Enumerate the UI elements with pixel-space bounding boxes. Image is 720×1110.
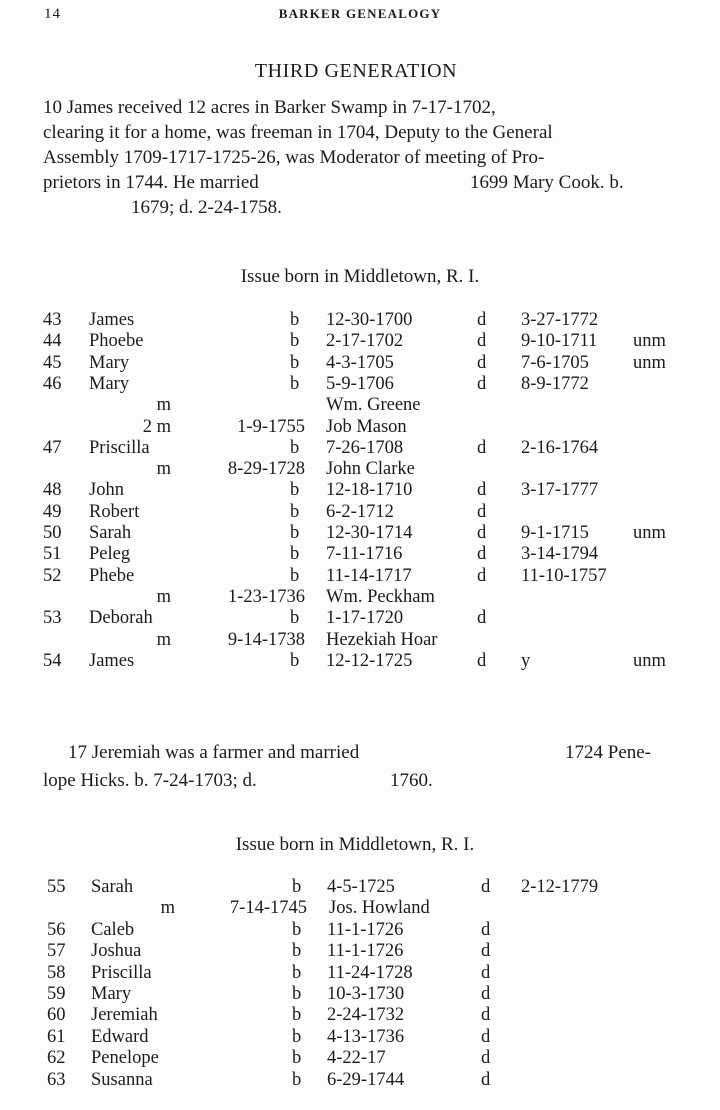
entry-number: 56 xyxy=(47,919,66,940)
born-label: b xyxy=(290,480,300,501)
born-label: b xyxy=(290,608,300,629)
entry-number: 63 xyxy=(47,1069,66,1090)
spouse-name: Wm. Peckham xyxy=(326,586,435,607)
birth-date: 12-12-1725 xyxy=(326,650,413,671)
death-date: 2-12-1779 xyxy=(521,877,599,897)
born-label: b xyxy=(292,962,302,983)
marriage-date: 8-29-1728 xyxy=(227,459,305,480)
child-row xyxy=(0,651,720,672)
birth-date: 7-11-1716 xyxy=(326,544,403,565)
born-label: b xyxy=(290,523,300,543)
born-label: b xyxy=(292,1069,302,1090)
born-label: b xyxy=(292,1026,302,1047)
entry-17-line-2a: lope Hicks. b. 7-24-1703; d. xyxy=(43,770,257,791)
born-label: b xyxy=(290,544,300,565)
entry-number: 53 xyxy=(43,608,62,629)
birth-date: 4-22-17 xyxy=(327,1048,386,1069)
child-row xyxy=(0,1048,720,1069)
entry-10-line-4a: prietors in 1744. He married xyxy=(43,172,259,193)
child-row xyxy=(0,544,720,565)
birth-date: 6-29-1744 xyxy=(327,1069,405,1090)
died-label: d xyxy=(481,1069,491,1090)
spouse-name: Wm. Greene xyxy=(326,395,421,416)
entry-10-line-5: 1679; d. 2-24-1758. xyxy=(131,197,282,218)
marriage-label: m xyxy=(160,898,175,919)
birth-date: 4-3-1705 xyxy=(326,352,394,373)
born-label: b xyxy=(290,501,300,522)
marriage-label: 2 m xyxy=(142,416,171,437)
died-label: d xyxy=(477,373,487,394)
child-name: Mary xyxy=(89,352,130,373)
running-title: BARKER GENEALOGY xyxy=(278,6,442,21)
entry-number: 49 xyxy=(43,501,62,522)
entry-number: 46 xyxy=(43,373,62,394)
marriage-label: m xyxy=(156,459,171,480)
entry-number: 58 xyxy=(47,962,66,983)
child-row xyxy=(0,608,720,629)
entry-number: 62 xyxy=(47,1048,66,1069)
birth-date: 11-24-1728 xyxy=(327,962,413,983)
child-name: Caleb xyxy=(91,919,135,940)
died-label: d xyxy=(481,1026,491,1047)
note-unmarried: unm xyxy=(633,523,666,543)
death-date: 9-1-1715 xyxy=(521,523,589,543)
entry-17-line-1b: 1724 Pene- xyxy=(565,742,652,763)
child-name: Joshua xyxy=(91,941,142,962)
born-label: b xyxy=(290,352,300,373)
child-name: Peleg xyxy=(89,544,131,565)
entry-number: 45 xyxy=(43,352,62,373)
died-label: d xyxy=(481,1048,491,1069)
child-row xyxy=(0,523,720,544)
born-label: b xyxy=(292,1005,302,1026)
death-date: 11-10-1757 xyxy=(521,565,607,586)
child-row xyxy=(0,920,720,941)
died-label: d xyxy=(477,480,487,501)
birth-date: 12-30-1714 xyxy=(326,523,413,543)
child-name: James xyxy=(89,650,135,671)
child-name: Phoebe xyxy=(89,331,144,352)
death-date: 9-10-1711 xyxy=(521,331,598,352)
birth-date: 6-2-1712 xyxy=(326,501,394,522)
marriage-date: 1-9-1755 xyxy=(237,416,305,437)
death-date: 3-14-1794 xyxy=(521,544,599,565)
birth-date: 2-17-1702 xyxy=(326,331,404,352)
entry-number: 47 xyxy=(43,437,62,458)
child-row xyxy=(0,438,720,459)
entry-number: 57 xyxy=(47,941,66,962)
died-label: d xyxy=(481,941,491,962)
died-label: d xyxy=(477,437,487,458)
died-label: d xyxy=(477,565,487,586)
child-row xyxy=(0,877,720,898)
birth-date: 11-1-1726 xyxy=(327,919,404,940)
birth-date: 2-24-1732 xyxy=(327,1005,405,1026)
entry-number: 59 xyxy=(47,984,66,1004)
entry-number: 52 xyxy=(43,565,62,586)
entry-number: 50 xyxy=(43,523,62,543)
death-date: 8-9-1772 xyxy=(521,373,589,394)
died-label: d xyxy=(477,310,487,330)
died-label: d xyxy=(477,523,487,543)
child-name: Phebe xyxy=(89,565,135,586)
child-row xyxy=(0,1005,720,1026)
birth-date: 5-9-1706 xyxy=(326,373,394,394)
marriage-row xyxy=(0,395,720,416)
born-label: b xyxy=(290,437,300,458)
child-name: Priscilla xyxy=(89,437,150,458)
marriage-label: m xyxy=(156,629,171,650)
entry-10-line-3: Assembly 1709-1717-1725-26, was Moderator of meeting of Pro- xyxy=(43,147,545,168)
birth-date: 7-26-1708 xyxy=(326,437,404,458)
child-name: Sarah xyxy=(89,523,132,543)
child-name: James xyxy=(89,310,135,330)
died-label: d xyxy=(477,352,487,373)
died-label: d xyxy=(477,650,487,671)
born-label: b xyxy=(292,919,302,940)
spouse-name: Job Mason xyxy=(326,416,407,437)
marriage-row xyxy=(0,417,720,438)
death-date: 2-16-1764 xyxy=(521,437,599,458)
child-row xyxy=(0,310,720,331)
died-label: d xyxy=(477,501,487,522)
child-name: Penelope xyxy=(91,1048,159,1069)
entry-17-line-1a: 17 Jeremiah was a farmer and married xyxy=(68,742,360,763)
child-name: Edward xyxy=(91,1026,149,1047)
child-row xyxy=(0,941,720,962)
spouse-name: Jos. Howland xyxy=(329,898,430,919)
birth-date: 4-5-1725 xyxy=(327,877,395,897)
issue-heading-2: Issue born in Middletown, R. I. xyxy=(235,834,475,855)
death-date: 3-27-1772 xyxy=(521,310,599,330)
note-unmarried: unm xyxy=(633,331,666,352)
death-date: 3-17-1777 xyxy=(521,480,599,501)
entry-number: 43 xyxy=(43,310,62,330)
born-label: b xyxy=(292,1048,302,1069)
page-number: 14 xyxy=(44,6,61,22)
born-label: b xyxy=(292,984,302,1004)
child-name: Susanna xyxy=(91,1069,153,1090)
entry-10-line-4b: 1699 Mary Cook. b. xyxy=(470,172,624,193)
death-date: 7-6-1705 xyxy=(521,352,589,373)
born-label: b xyxy=(292,877,302,897)
born-label: b xyxy=(292,941,302,962)
born-label: b xyxy=(290,373,300,394)
child-name: Mary xyxy=(89,373,130,394)
died-label: d xyxy=(477,331,487,352)
died-label: d xyxy=(477,608,487,629)
born-label: b xyxy=(290,650,300,671)
section-title: THIRD GENERATION xyxy=(254,60,458,82)
child-name: Robert xyxy=(89,501,140,522)
marriage-label: m xyxy=(156,395,171,416)
child-name: John xyxy=(89,480,124,501)
entry-number: 44 xyxy=(43,331,62,352)
entry-number: 60 xyxy=(47,1005,66,1026)
note-unmarried: unm xyxy=(633,650,666,671)
entry-number: 61 xyxy=(47,1026,66,1047)
birth-date: 4-13-1736 xyxy=(327,1026,405,1047)
child-name: Priscilla xyxy=(91,962,152,983)
child-row xyxy=(0,963,720,984)
child-row xyxy=(0,984,720,1005)
marriage-date: 9-14-1738 xyxy=(227,629,305,650)
marriage-label: m xyxy=(156,586,171,607)
entry-10-line-1: 10 James received 12 acres in Barker Swamp in 7-17-1702, xyxy=(43,97,496,118)
entry-number: 54 xyxy=(43,650,62,671)
child-row xyxy=(0,374,720,395)
child-name: Sarah xyxy=(91,877,134,897)
died-label: d xyxy=(481,1005,491,1026)
child-row xyxy=(0,1070,720,1091)
death-date: y xyxy=(521,650,531,671)
entry-10-line-2: clearing it for a home, was freeman in 1704, Deputy to the General xyxy=(43,122,553,143)
born-label: b xyxy=(290,310,300,330)
child-row xyxy=(0,566,720,587)
birth-date: 10-3-1730 xyxy=(327,984,405,1004)
birth-date: 11-1-1726 xyxy=(327,941,404,962)
child-name: Deborah xyxy=(89,608,153,629)
entry-number: 48 xyxy=(43,480,62,501)
child-row xyxy=(0,331,720,352)
birth-date: 12-30-1700 xyxy=(326,310,413,330)
died-label: d xyxy=(477,544,487,565)
marriage-row xyxy=(0,587,720,608)
spouse-name: John Clarke xyxy=(326,459,415,480)
birth-date: 11-14-1717 xyxy=(326,565,412,586)
marriage-row xyxy=(0,459,720,480)
child-name: Mary xyxy=(91,984,132,1004)
marriage-row xyxy=(0,630,720,651)
child-row xyxy=(0,502,720,523)
child-row xyxy=(0,480,720,501)
note-unmarried: unm xyxy=(633,352,666,373)
entry-number: 55 xyxy=(47,877,66,897)
birth-date: 1-17-1720 xyxy=(326,608,404,629)
marriage-date: 7-14-1745 xyxy=(229,898,307,919)
child-row xyxy=(0,353,720,374)
born-label: b xyxy=(290,331,300,352)
issue-heading-1: Issue born in Middletown, R. I. xyxy=(240,266,480,287)
died-label: d xyxy=(481,919,491,940)
born-label: b xyxy=(290,565,300,586)
entry-number: 51 xyxy=(43,544,62,565)
entry-17-line-2b: 1760. xyxy=(390,770,433,791)
died-label: d xyxy=(481,877,491,897)
died-label: d xyxy=(481,962,491,983)
spouse-name: Hezekiah Hoar xyxy=(326,629,438,650)
child-name: Jeremiah xyxy=(91,1005,158,1026)
marriage-row xyxy=(0,898,720,919)
child-row xyxy=(0,1027,720,1048)
birth-date: 12-18-1710 xyxy=(326,480,413,501)
marriage-date: 1-23-1736 xyxy=(227,586,305,607)
died-label: d xyxy=(481,984,491,1004)
